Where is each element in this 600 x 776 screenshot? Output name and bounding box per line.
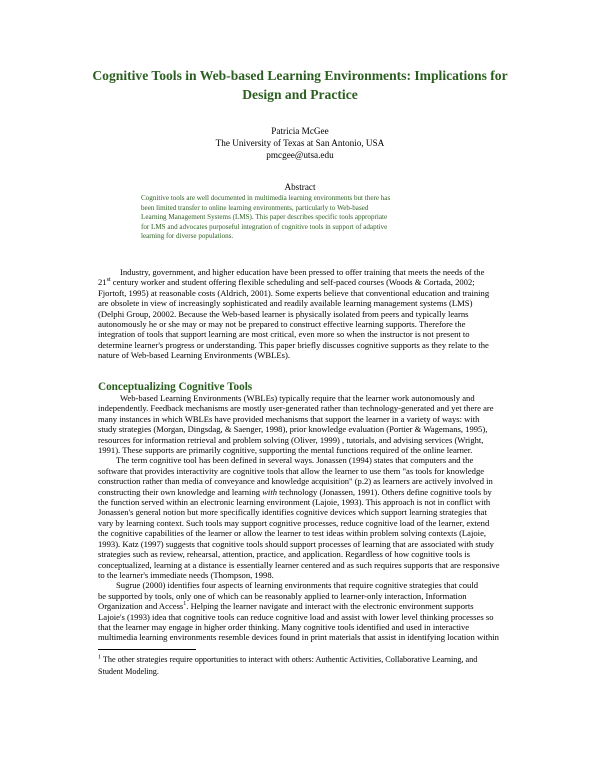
body-line	[98, 601, 528, 611]
body-line: the cognitive capabilities of the learner or allow the learner to test ideas within problem solving contexts (Lajoie,	[98, 528, 487, 539]
emphasis: with	[262, 486, 278, 497]
body-line: 1991). These supports are primarily cognitive, supporting the mental functions required of the online learner.	[98, 445, 473, 456]
paper-title	[60, 66, 540, 104]
body-line: be supported by tools, only one of which can be reasonably applied to learner-only interaction, Information	[98, 590, 467, 601]
footnote-text: The other strategies require opportunities to interact with others: Authentic Activities, Collaborative Learning, and	[101, 655, 478, 664]
body-line: to the learner's immediate needs (Thompson, 1998.	[98, 569, 274, 580]
body-line: construction rather than media of conveyance and knowledge acquisition" (p.2) as learners are actively involved in	[98, 476, 493, 487]
title-line: Design and Practice	[242, 87, 358, 102]
body-text: Organization and Access	[98, 601, 184, 612]
footnote-marker: 1	[98, 654, 101, 661]
body-line	[98, 487, 528, 497]
footnote-line: Student Modeling.	[98, 667, 159, 676]
body-line: multimedia learning environments resemble devices found in print materials that assist in identifying location within	[98, 632, 499, 643]
body-line: 1993). Katz (1997) suggests that cognitive tools should support processes of learning that are associated with study	[98, 538, 494, 549]
author-name: Patricia McGee	[271, 126, 329, 136]
footnote-divider	[98, 649, 196, 650]
intro-line: Fjortoft, 1995) at reasonable costs (Aldrich, 2001). Some experts believe that conventional education and training	[98, 287, 490, 298]
intro-line: (Delphi Group, 20002. Because the Web-based learner is physically isolated from peers and typically learns	[98, 308, 469, 319]
body-line: study strategies (Morgan, Dingsdag, & Saenger, 1998), prior knowledge evaluation (Portier & Wagemans, 1995),	[98, 424, 488, 435]
intro-line: are obsolete in view of increasingly sophisticated and readily available learning management systems (LMS)	[98, 298, 473, 309]
intro-line: integration of tools that support learning are most critical, even more so when the instructor is not present to	[98, 329, 470, 340]
body-line: vary by learning context. Such tools may support cognitive processes, reduce cognitive load of the learner, extend	[98, 517, 490, 528]
footnote	[98, 654, 538, 678]
body-line: Sugrue (2000) identifies four aspects of learning environments that require cognitive strategies that could	[116, 580, 479, 591]
body-line: Web-based Learning Environments (WBLEs) typically require that the learner work autonomously and	[120, 393, 475, 403]
body-line: many instances in which WBLEs have provided mechanisms that support the learner in a variety of ways: with	[98, 413, 480, 424]
abstract-line: been limited transfer to online learning environments, particularly to Web-based	[141, 203, 369, 212]
abstract-heading: Abstract	[284, 182, 316, 192]
footnote-marker: 1	[183, 601, 187, 608]
superscript: st	[106, 277, 111, 284]
intro-line-text: century worker and student offering flexible scheduling and self-paced courses (Woods & Cortada, 2002;	[110, 277, 475, 288]
body-line: resources for information retrieval and problem solving (Oliver, 1999) , tutorials, and advising services (Wright,	[98, 434, 484, 445]
body-line: strategies such as review, rehearsal, attention, practice, and application. Regardless of how cognitive tools is	[98, 549, 470, 560]
abstract-text	[141, 194, 461, 242]
author-email: pmcgee@utsa.edu	[266, 150, 334, 160]
body-paragraphs	[98, 393, 528, 643]
body-line: Jonassen's general notion but more specifically identifies cognitive devices which support learning strategies that	[98, 507, 487, 518]
body-line: that the learner may engage in higher order thinking. Many cognitive tools identified and used in interactive	[98, 621, 470, 632]
abstract-line: Learning Management Systems (LMS). This paper describes specific tools appropriate	[141, 213, 388, 222]
abstract-line: for LMS and advocates purposeful integration of cognitive tools in support of adaptive	[141, 222, 388, 231]
body-line: The term cognitive tool has been defined in several ways. Jonassen (1994) states that computers and the	[116, 455, 474, 466]
intro-line: Industry, government, and higher education have been pressed to offer training that meets the needs of the	[120, 267, 485, 277]
intro-line: nature of Web-based Learning Environments (WBLEs).	[98, 350, 290, 361]
body-line: independently. Feedback mechanisms are mostly user-generated rather than technology-generated and yet there are	[98, 403, 494, 414]
intro-line: autonomously he or she may or may not be prepared to construct effective learning supports. Therefore the	[98, 319, 466, 330]
body-line: Lajoie's (1993) idea that cognitive tools can reduce cognitive load and assist with lower level thinking processes so	[98, 611, 494, 622]
intro-paragraph	[98, 267, 528, 361]
body-text: . Helping the learner navigate and interact with the electronic environment supports	[186, 601, 474, 612]
body-line: software that provides interactivity are cognitive tools that allow the learner to use them "as tools for knowledge	[98, 465, 485, 476]
body-text: technology (Jonassen, 1991). Others define cognitive tools by	[277, 486, 492, 497]
body-text: constructing their own knowledge and learning	[98, 486, 263, 497]
body-line: conceptualized, learning at a distance is essentially learner centered and as such requires supports that are responsive	[98, 559, 500, 570]
century-number: 21	[98, 277, 107, 288]
intro-line: determine learner's progress or understanding. This paper briefly discusses cognitive supports as they relate to the	[98, 339, 489, 350]
intro-line	[98, 277, 528, 287]
section-heading: Conceptualizing Cognitive Tools	[98, 381, 253, 393]
author-affiliation: The University of Texas at San Antonio, USA	[215, 138, 385, 148]
abstract-line: Cognitive tools are well documented in multimedia learning environments but there has	[141, 194, 391, 202]
title-line: Cognitive Tools in Web-based Learning Environments: Implications for	[92, 68, 508, 83]
body-line: the function served within an electronic learning environment (Lajoie, 1993). This approach is not in conflict with	[98, 497, 491, 508]
abstract-line: learning for diverse populations.	[141, 232, 234, 241]
footnote-line	[98, 654, 538, 666]
